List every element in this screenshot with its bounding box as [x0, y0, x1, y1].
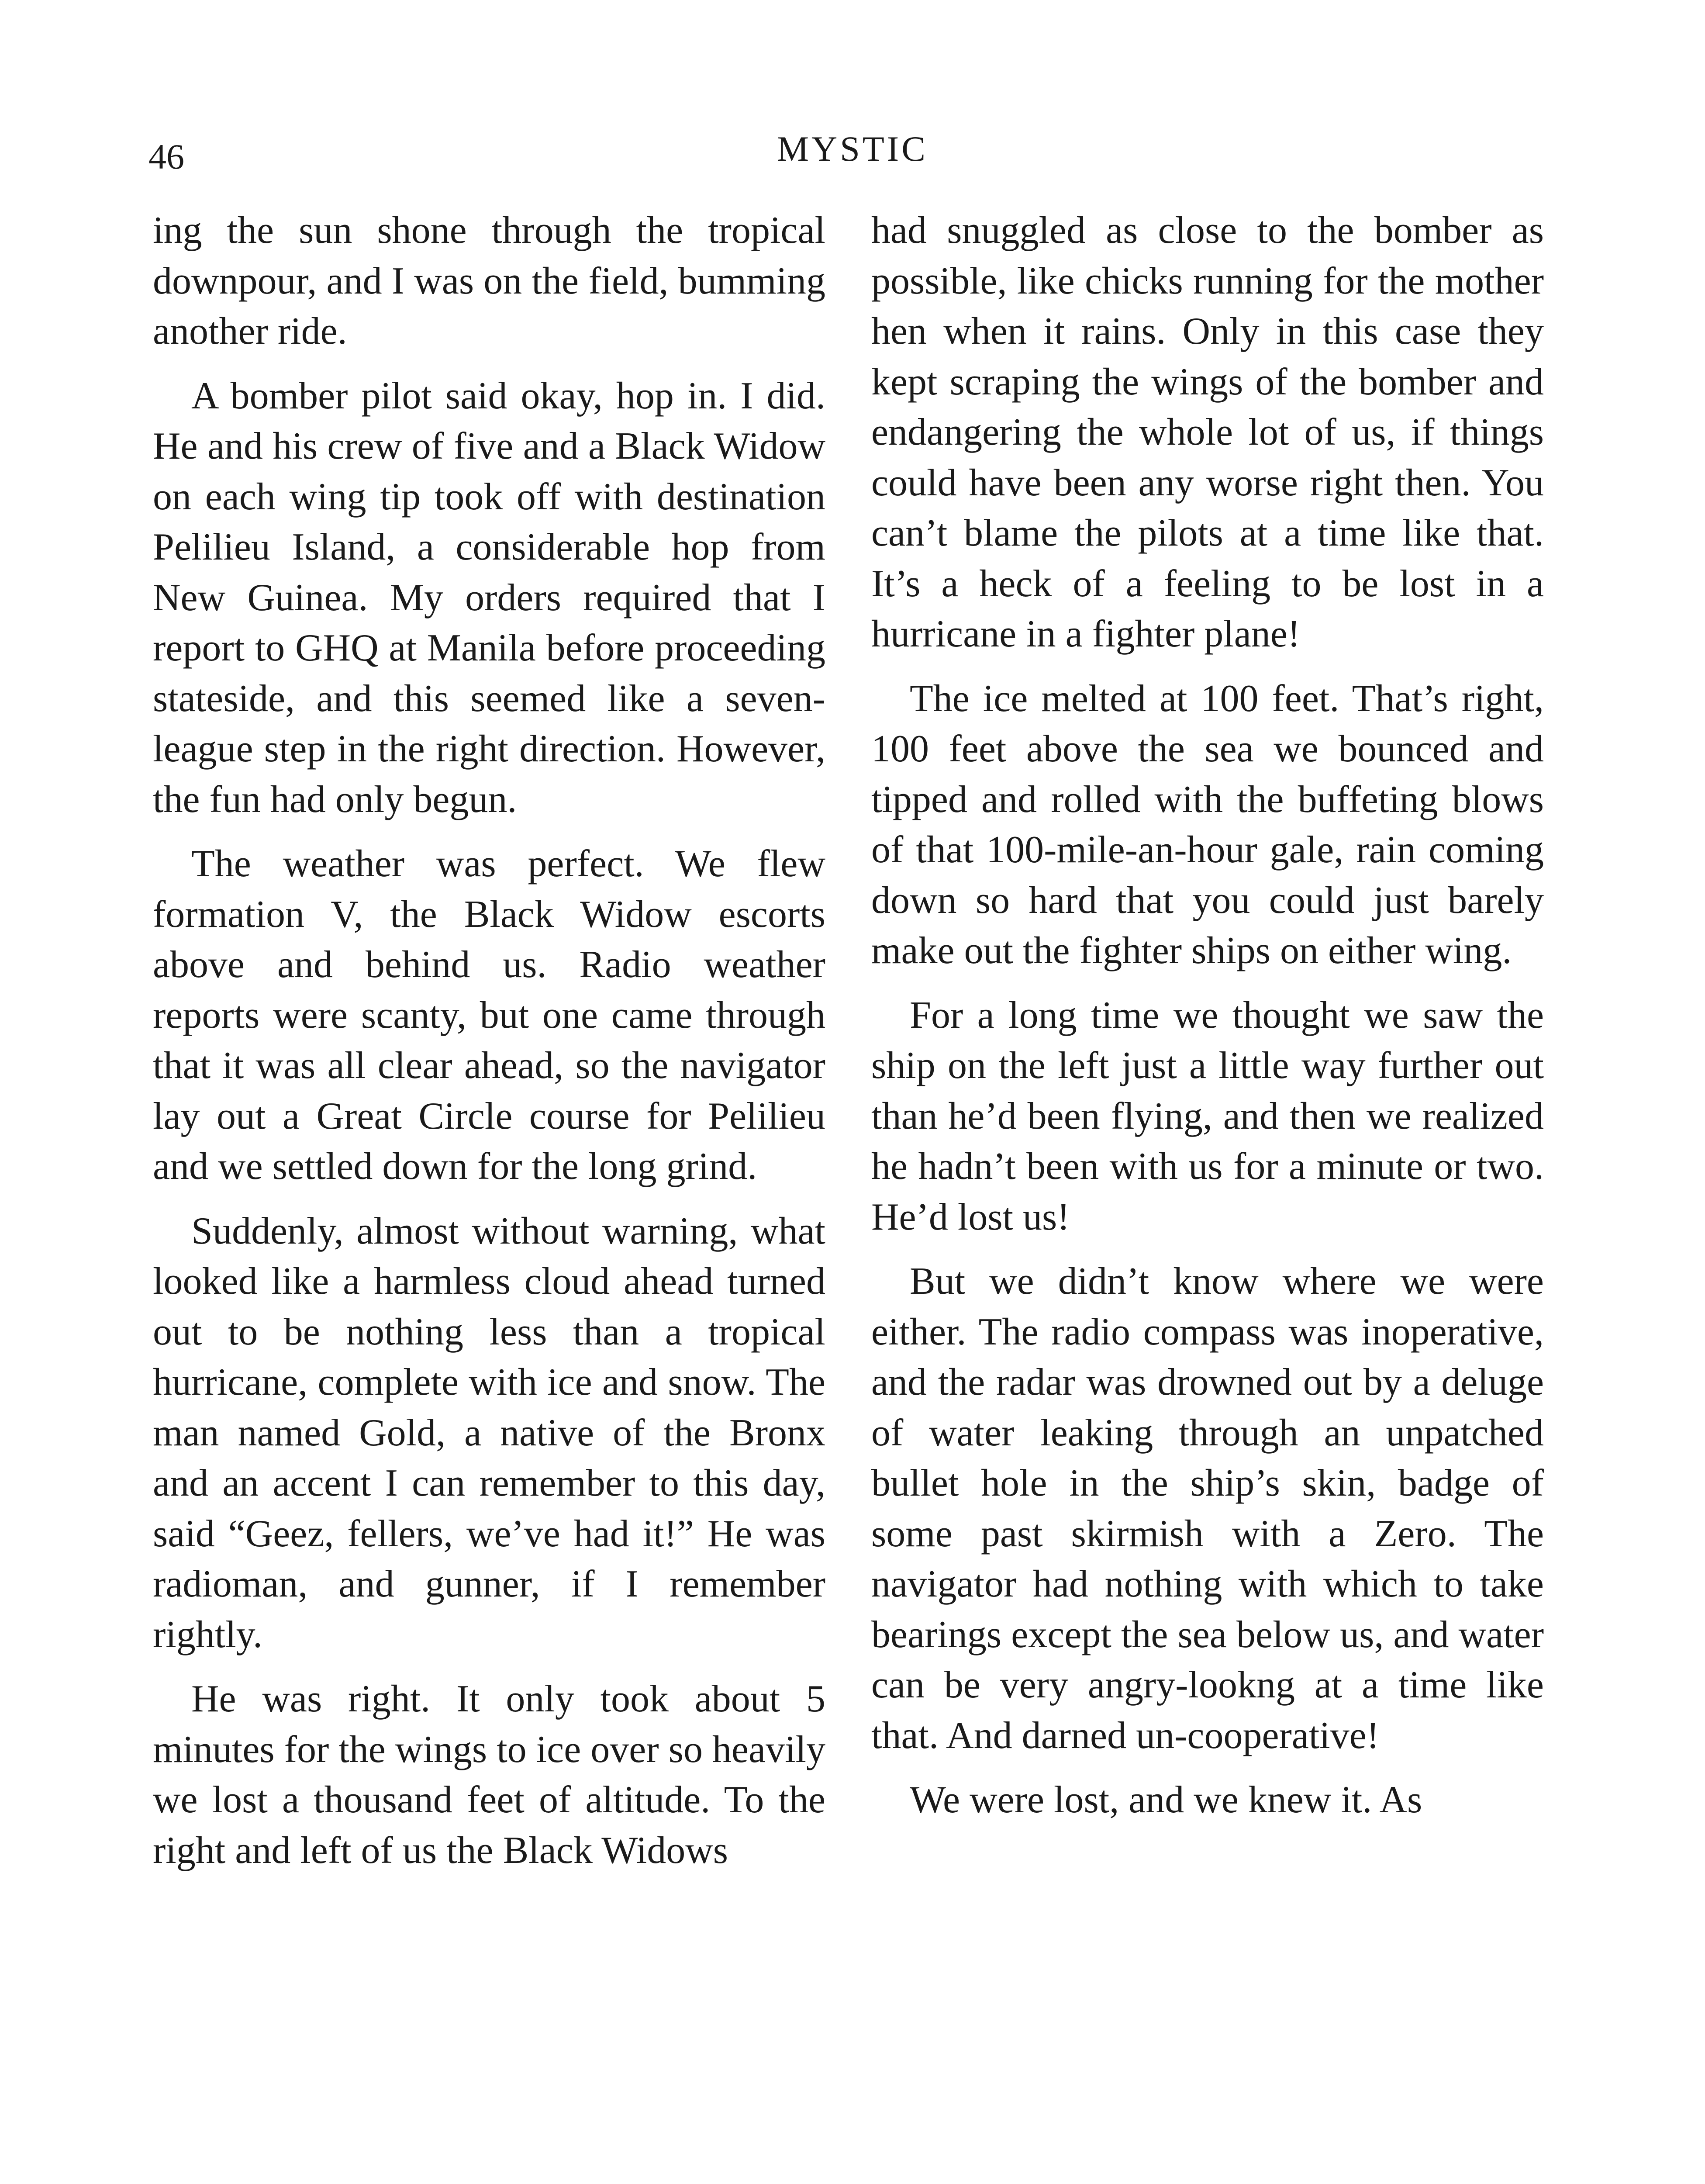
left-column: [153, 205, 825, 1890]
paragraph: Suddenly, almost without warning, what looked like a harmless cloud ahead turned out to be nothing less than a tropical hurricane, complete with ice and snow. The man named Gold, a native of the Bronx and an accent I can remember to this day, said “Geez, fellers, we’ve had it!” He was radioman, and gunner, if I remember rightly.: [153, 1209, 825, 1656]
paragraph: But we didn’t know where we were either. The radio compass was inoperative, and the radar was drowned out by a deluge of water leaking through an unpatched bullet hole in the ship’s skin, badge of some past skirmish with a Zero. The navigator had nothing with which to take bearings except the sea below us, and water can be very angry-lookng at a time like that. And darned un-cooperative!: [871, 1260, 1544, 1757]
paragraph: He was right. It only took about 5 minutes for the wings to ice over so heavily we lost a thousand feet of altitude. To the right and left of us the Black Widows: [153, 1678, 825, 1872]
paragraph: had snuggled as close to the bomber as possible, like chicks running for the mother hen when it rains. Only in this case they kept scraping the wings of the bomber and endangering the whole lot of us, if things could have been any worse right then. You can’t blame the pilots at a time like that. It’s a heck of a feeling to be lost in a hurricane in a fighter plane!: [871, 209, 1544, 655]
paragraph: We were lost, and we knew it. As: [910, 1779, 1422, 1821]
running-title: MYSTIC: [777, 129, 928, 169]
page-number: 46: [148, 137, 184, 176]
paragraph: The weather was perfect. We flew formation V, the Black Widow escorts above and behind us. Radio weather reports were scanty, but one came through that it was all clear ahead, so the navigator lay out a Great Circle course for Pelilieu and we settled down for the long grind.: [153, 843, 825, 1188]
paragraph: The ice melted at 100 feet. That’s right, 100 feet above the sea we bounced and tipped and rolled with the buffeting blows of that 100-mile-an-hour gale, rain coming down so hard that you could just barely make out the fighter ships on either wing.: [871, 677, 1544, 972]
paragraph: For a long time we thought we saw the ship on the left just a little way further out than he’d been flying, and then we realized he hadn’t been with us for a minute or two. He’d lost us!: [871, 994, 1544, 1238]
paragraph: ing the sun shone through the tropical downpour, and I was on the field, bumming another ride.: [153, 209, 825, 352]
right-column: [871, 205, 1544, 1839]
paragraph: A bomber pilot said okay, hop in. I did. He and his crew of five and a Black Widow on each wing tip took off with destination Pelilieu Island, a considerable hop from New Guinea. My orders required that I report to GHQ at Manila before proceeding stateside, and this seemed like a seven-league step in the right direction. However, the fun had only begun.: [153, 374, 825, 821]
